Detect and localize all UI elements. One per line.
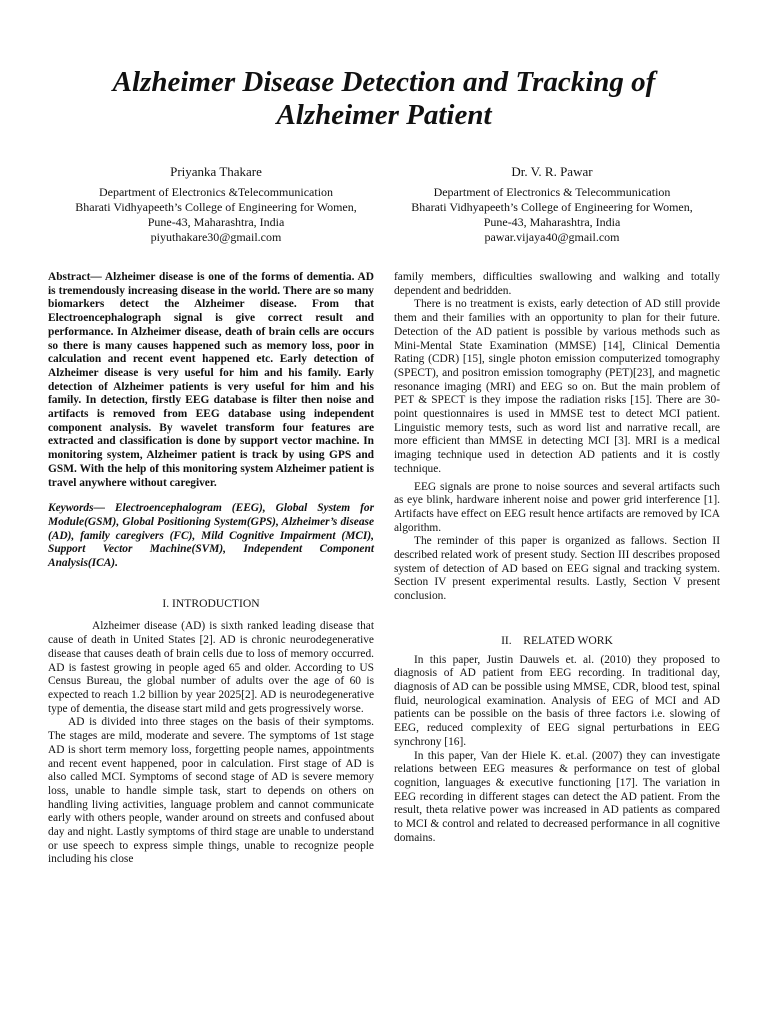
author-college: Bharati Vidhyapeeth’s College of Engineering for Women, [411,200,693,214]
paragraph: The reminder of this paper is organized as fallows. Section II described related work of present study. Section III describes proposed system of detection of AD based on EEG signal and tracking system. Section IV present experimental results. Lastly, Section V present conclusion. [394,535,720,603]
author-name: Priyanka Thakare [170,164,262,179]
paragraph: There is no treatment is exists, early detection of AD still provide them and their families with an opportunity to plan for their future. Detection of the AD patient is possible by various methods such as Mini-Mental State Examination (MMSE) [14], Clinical Dementia Rating (CDR) [15], single photon emission computerized tomography (SPECT), and positron emission tomography (PET)[23], and magnetic resonance imaging (MRI) and EEG so on. But the main problem of PET & SPECT is they impose the radiation risks [15]. There are 30-point questionnaires is used in MMSE test to detect MCI patient. Linguistic memory tests, such as word list and narrative recall, are more efficient than MMSE in detecting MCI [3]. MRI is a medical imaging technique used in detection AD patients and it is costly technique. [394,298,720,475]
paragraph: In this paper, Justin Dauwels et. al. (2010) they proposed to diagnosis of AD patient from EEG recording. In traditional day, diagnosis of AD can be possible using MMSE, CDR, blood test, spinal fluid, neurological examination. Analysis of EEG of MCI and AD patients can be possible on the basis of three factors i.e. slowing of EEG, reduced complexity of EEG signal perturbations in EEG synchrony [16]. [394,653,720,748]
abstract: Abstract— Alzheimer disease is one of the forms of dementia. AD is tremendously increasing disease in the world. There are so many biomarkers detect the Alzheimer disease. From that Electroencephalograph signal is give correct result and performance. In Alzheimer disease, death of brain cells are occurs so there is many causes happened such as memory loss, poor in calculation and recent event happened etc. Early detection of Alzheimer disease is very useful for him and his family. Early detection of Alzheimer patients is very useful for him and his family. In detection, firstly EEG database is filter then noise and artifacts is removed from EEG database using independent component analysis. By wavelet transform four features are extracted and classification is done by support vector machine. In monitoring system, Alzheimer patient is track by using GPS and GSM. With the help of this monitoring system Alzheimer patient is travel anywhere without caregiver. [48,271,374,489]
section-heading-introduction: I. INTRODUCTION [162,596,260,610]
left-column [48,271,374,867]
title-line-1: Alzheimer Disease Detection and Tracking of [112,66,656,98]
paragraph: In this paper, Van der Hiele K. et.al. (2007) they can investigate relations between EEG measures & performance on test of global cognition, languages & executive functioning [17]. The variation in EEG recording in different stages can detect the AD patient. From the result, theta relative power was increased in AD patients as compared to MCI & control and related to decreased performance in all cognitive domains. [394,749,720,844]
author-college: Bharati Vidhyapeeth’s College of Engineering for Women, [75,200,357,214]
title-line-2: Alzheimer Patient [276,99,492,131]
author-city: Pune-43, Maharashtra, India [483,215,621,229]
author-email: pawar.vijaya40@gmail.com [484,230,620,244]
author-department: Department of Electronics & Telecommunication [433,185,671,199]
author-name: Dr. V. R. Pawar [511,164,593,179]
author-email: piyuthakare30@gmail.com [150,230,282,244]
author-block [48,164,720,245]
section-heading-related-work: II. RELATED WORK [501,633,613,647]
author-1 [48,164,384,245]
paragraph: Alzheimer disease (AD) is sixth ranked leading disease that cause of death in United States [2]. AD is chronic neurodegenerative disease that causes death of brain cells due to loss of memory occurred. AD is fastest growing in people aged 65 and older. According to US Census Bureau, the global number of adults over the age of 60 is expected to reach 1.2 billion by year 2025[2]. AD is neurodegenerative type of dementia, the disease start mild and gets progressively worse. [48,620,374,715]
author-city: Pune-43, Maharashtra, India [147,215,285,229]
keywords: Keywords— Electroencephalogram (EEG), Global System for Module(GSM), Global Positioning System(GPS), Alzheimer’s disease (AD), family caregivers (FC), Mild Cognitive Impairment (MCI), Support Vector Machine(SVM), Independent Component Analysis(ICA). [48,502,374,570]
paper-title [48,66,720,132]
author-department: Department of Electronics &Telecommunication [98,185,334,199]
two-column-body [48,271,720,867]
paragraph: family members, difficulties swallowing and walking and totally dependent and bedridden. [394,271,720,297]
paragraph: EEG signals are prone to noise sources and several artifacts such as eye blink, hardware inherent noise and power grid interference [1]. Artifacts have effect on EEG result hence artifacts are removed by ICA algorithm. [394,480,720,534]
right-column [394,271,720,867]
author-2 [384,164,720,245]
paragraph: AD is divided into three stages on the basis of their symptoms. The stages are mild, moderate and severe. The symptoms of 1st stage AD is short term memory loss, forgetting people names, appointments and recent event happened, poor in calculation. First stage of AD is also called MCI. Symptoms of second stage of AD is severe memory loss, unable to handle simple task, start to depends on others on handling living activities, language problem and cannot communicate early with others people, wander around on streets and confused about day and night. Lastly symptoms of third stage are unable to understand or use speech to express simple things, unable to recognize people including his close [48,716,374,866]
